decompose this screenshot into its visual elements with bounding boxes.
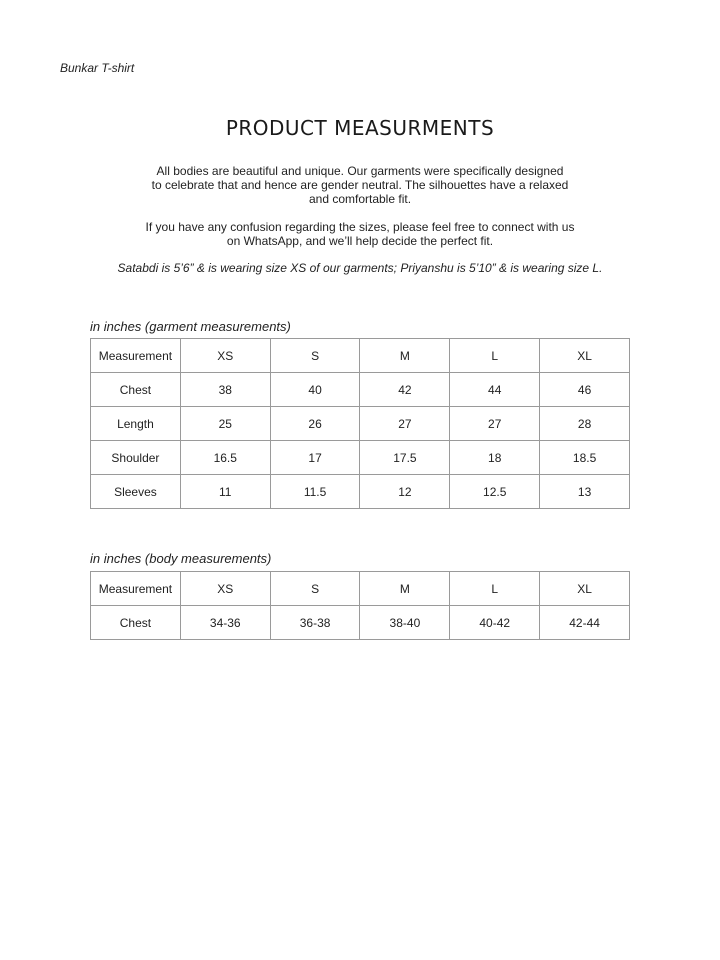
header-cell: XL xyxy=(540,572,630,606)
model-info: Satabdi is 5’6” & is wearing size XS of our garments; Priyanshu is 5’10” & is wearing size L. xyxy=(117,261,603,275)
header-cell: M xyxy=(360,572,450,606)
header-cell: S xyxy=(270,339,360,373)
table-cell: 40 xyxy=(270,373,360,407)
table-cell: 18 xyxy=(450,441,540,475)
header-cell: Measurement xyxy=(91,339,181,373)
table-cell: 38 xyxy=(180,373,270,407)
header-cell: XS xyxy=(180,339,270,373)
table-cell: 42 xyxy=(360,373,450,407)
header-cell: Measurement xyxy=(91,572,181,606)
table-row xyxy=(91,373,630,407)
table-cell: 36-38 xyxy=(270,606,360,640)
table-cell: 25 xyxy=(180,407,270,441)
table-row xyxy=(91,475,630,509)
table-row xyxy=(91,441,630,475)
intro-line: to celebrate that and hence are xyxy=(151,178,322,192)
body-table-caption: in inches (body measurements) xyxy=(90,551,272,566)
header-cell: L xyxy=(450,339,540,373)
table-cell: 42-44 xyxy=(540,606,630,640)
table-row xyxy=(91,606,630,640)
table-row xyxy=(91,407,630,441)
row-label-cell: Length xyxy=(91,407,181,441)
garment-measurements-table xyxy=(90,338,630,509)
table-cell: 12 xyxy=(360,475,450,509)
table-cell: 27 xyxy=(360,407,450,441)
table-cell: 11 xyxy=(180,475,270,509)
intro-line: and comfortable fit. xyxy=(308,192,412,206)
row-label-cell: Sleeves xyxy=(91,475,181,509)
table-cell: 34-36 xyxy=(180,606,270,640)
row-label-cell: Chest xyxy=(91,606,181,640)
table-cell: 17 xyxy=(270,441,360,475)
table-cell: 28 xyxy=(540,407,630,441)
table-cell: 13 xyxy=(540,475,630,509)
contact-line: If you have any confusion regarding the sizes, please feel free to connect with us xyxy=(145,220,575,234)
header-cell: XS xyxy=(180,572,270,606)
table-cell: 46 xyxy=(540,373,630,407)
brand-name: Bunkar T-shirt xyxy=(60,61,135,75)
table-cell: 16.5 xyxy=(180,441,270,475)
page-title: PRODUCT MEASURMENTS xyxy=(225,116,495,140)
row-label-cell: Chest xyxy=(91,373,181,407)
gender-neutral-text: gender neutral xyxy=(321,178,399,192)
intro-line: . The silhouettes have a relaxed xyxy=(398,178,569,192)
table-cell: 12.5 xyxy=(450,475,540,509)
garment-table-caption: in inches (garment measurements) xyxy=(90,319,291,334)
body-measurements-table xyxy=(90,571,630,640)
intro-line: All bodies are beautiful and unique. Our garments were specifically designed xyxy=(156,164,564,178)
table-cell: 40-42 xyxy=(450,606,540,640)
intro-paragraph xyxy=(140,164,580,206)
contact-paragraph xyxy=(140,220,580,248)
table-cell: 18.5 xyxy=(540,441,630,475)
table-cell: 38-40 xyxy=(360,606,450,640)
table-cell: 26 xyxy=(270,407,360,441)
table-header-row xyxy=(91,339,630,373)
table-cell: 17.5 xyxy=(360,441,450,475)
contact-line: on WhatsApp, and we’ll help decide the perfect fit. xyxy=(226,234,494,248)
table-cell: 27 xyxy=(450,407,540,441)
row-label-cell: Shoulder xyxy=(91,441,181,475)
table-cell: 44 xyxy=(450,373,540,407)
header-cell: S xyxy=(270,572,360,606)
table-cell: 11.5 xyxy=(270,475,360,509)
header-cell: L xyxy=(450,572,540,606)
table-header-row xyxy=(91,572,630,606)
header-cell: XL xyxy=(540,339,630,373)
header-cell: M xyxy=(360,339,450,373)
